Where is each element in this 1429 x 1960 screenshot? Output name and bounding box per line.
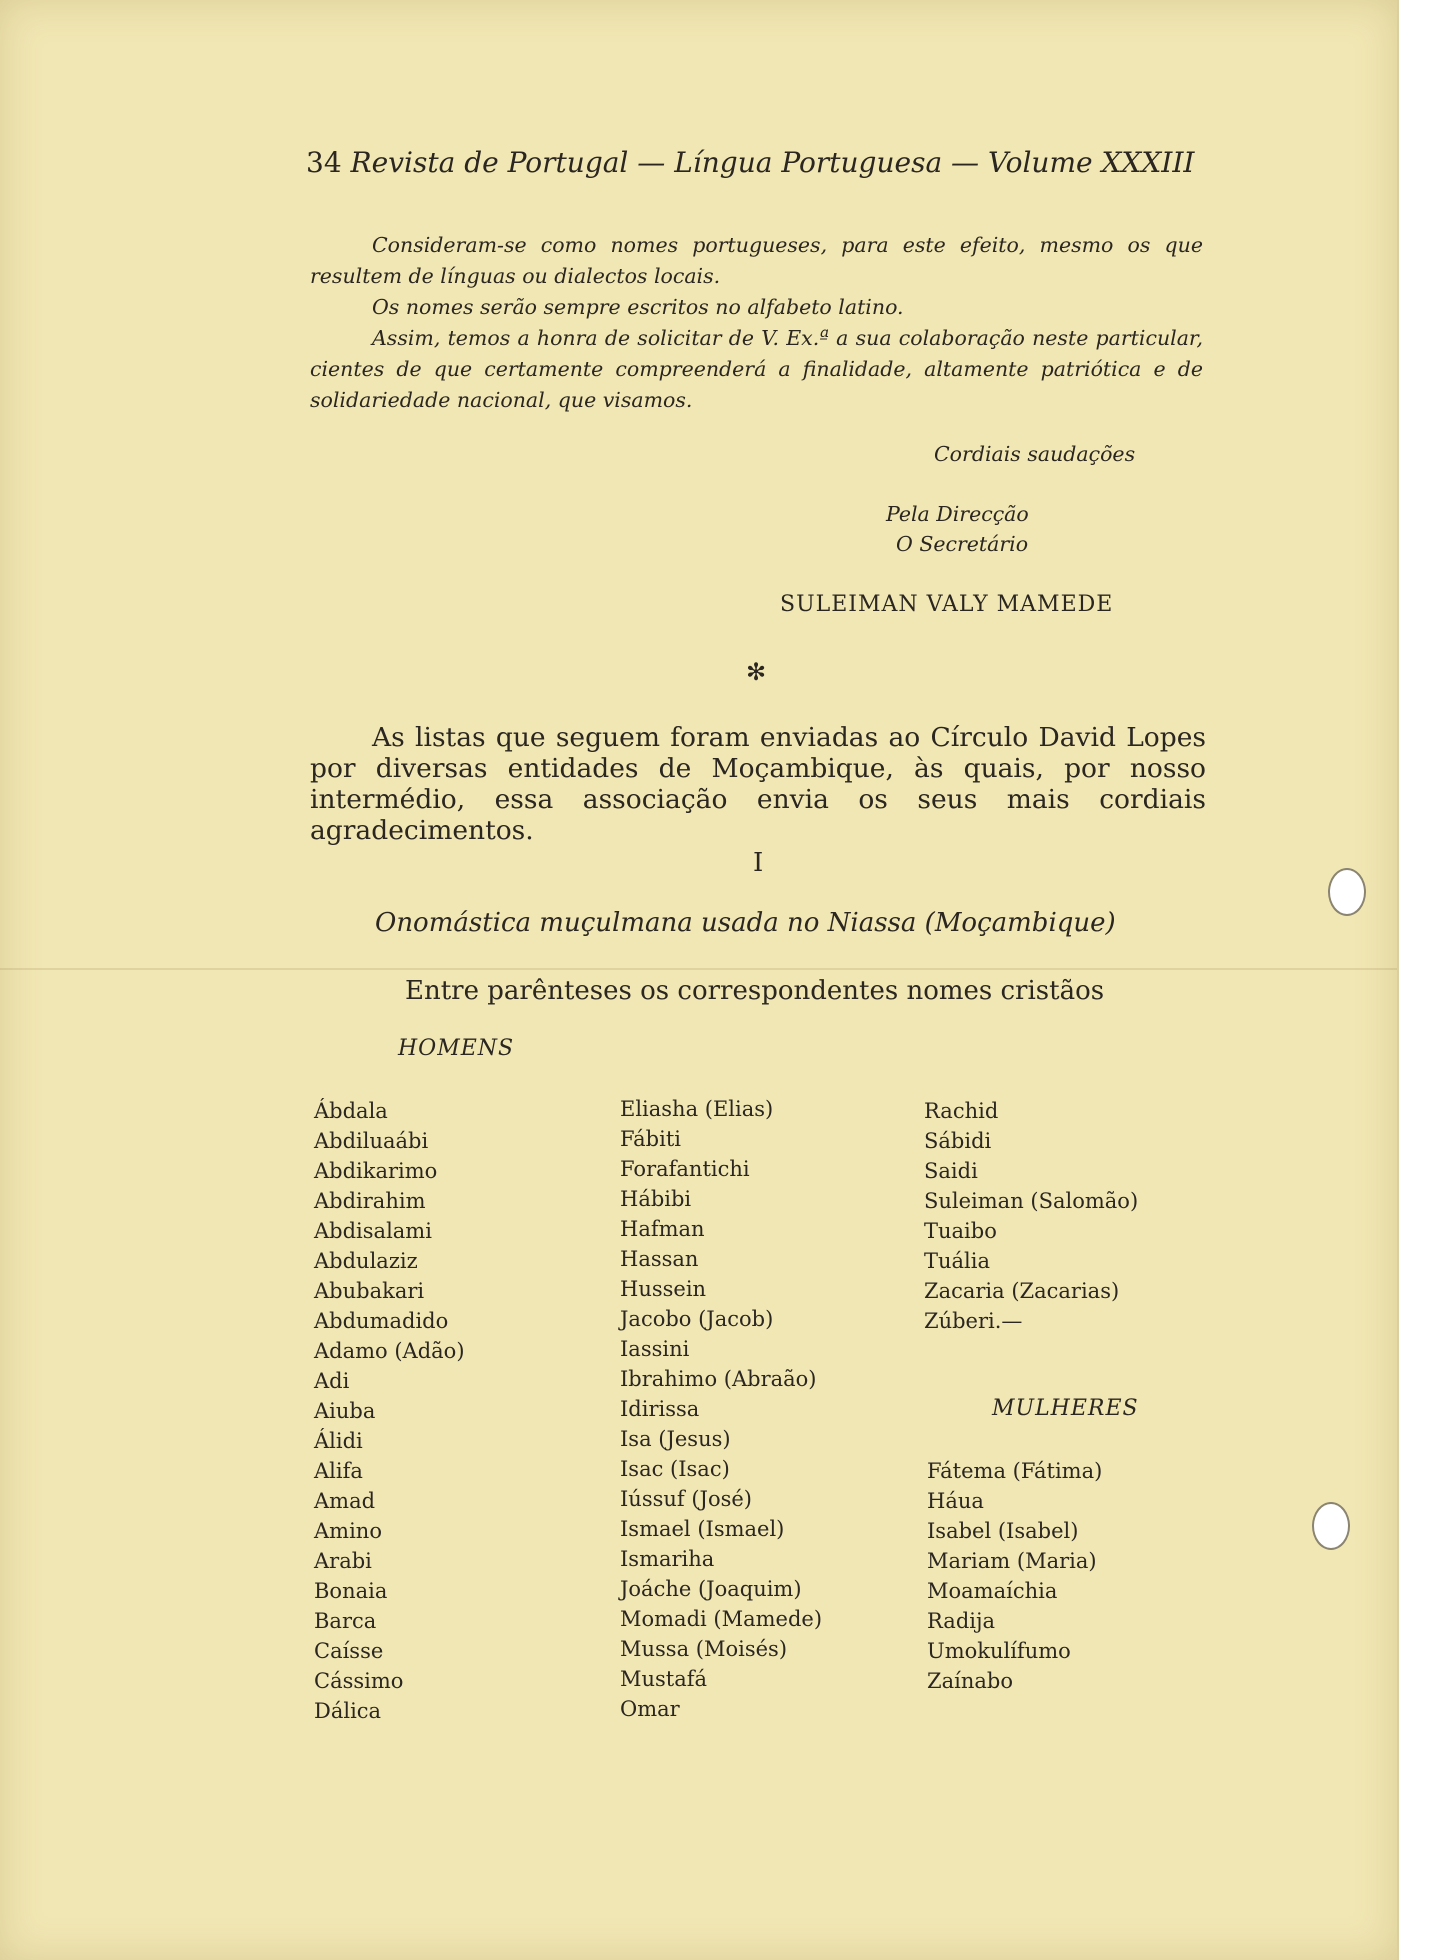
name-list-item: Rachid bbox=[924, 1099, 999, 1123]
name-list-item: Iússuf (José) bbox=[620, 1487, 752, 1511]
men-heading: HOMENS bbox=[398, 1036, 515, 1061]
name-list-item: Idirissa bbox=[620, 1397, 700, 1421]
men-names-column-2 bbox=[620, 1094, 822, 1724]
page-edge bbox=[1397, 0, 1429, 1960]
name-list-item: Tuaibo bbox=[924, 1219, 997, 1243]
name-list-item: Ibrahimo (Abraão) bbox=[620, 1367, 817, 1391]
name-list-item: Ábdala bbox=[314, 1099, 388, 1123]
name-list-item: Fátema (Fátima) bbox=[927, 1459, 1103, 1483]
name-list-item: Bonaia bbox=[314, 1579, 388, 1603]
section-separator: ✻ bbox=[746, 658, 767, 686]
name-list-item: Omar bbox=[620, 1697, 680, 1721]
name-list-item: Amad bbox=[314, 1489, 376, 1513]
signatory-role: O Secretário bbox=[896, 532, 1029, 556]
name-list-item: Adi bbox=[314, 1369, 350, 1393]
name-list-item: Abdiluaábi bbox=[314, 1129, 429, 1153]
name-list-item: Mussa (Moisés) bbox=[620, 1637, 788, 1661]
name-list-item: Suleiman (Salomão) bbox=[924, 1189, 1139, 1213]
name-list-item: Eliasha (Elias) bbox=[620, 1097, 774, 1121]
name-list-item: Amino bbox=[314, 1519, 382, 1543]
letter-paragraph-1: Consideram-se como nomes portugueses, para este efeito, mesmo os que resultem de línguas ou dialectos locais. bbox=[310, 233, 1203, 288]
name-list-item: Zaínabo bbox=[927, 1669, 1013, 1693]
name-list-item: Álidi bbox=[314, 1429, 363, 1453]
intro-paragraph: As listas que seguem foram enviadas ao Círculo David Lopes por diversas entidades de Moçambique, às quais, por nosso intermédio, essa associação envia os seus mais cordiais agradecimentos. bbox=[310, 722, 1206, 846]
punch-hole bbox=[1328, 868, 1366, 916]
name-list-item: Dálica bbox=[314, 1699, 382, 1723]
letter-paragraph-2: Os nomes serão sempre escritos no alfabeto latino. bbox=[372, 295, 904, 319]
women-heading: MULHERES bbox=[992, 1396, 1139, 1421]
name-list-item: Cássimo bbox=[314, 1669, 404, 1693]
section-title: Onomástica muçulmana usada no Niassa (Moçambique) bbox=[375, 908, 1116, 938]
name-list-item: Moamaíchia bbox=[927, 1579, 1058, 1603]
name-list-item: Alifa bbox=[314, 1459, 363, 1483]
name-list-item: Mustafá bbox=[620, 1667, 708, 1691]
women-names-column bbox=[927, 1456, 1102, 1696]
journal-title: Revista de Portugal — Língua Portuguesa — Volume XXXIII bbox=[350, 146, 1195, 179]
name-list-item: Aiuba bbox=[314, 1399, 376, 1423]
letter-paragraph-3: Assim, temos a honra de solicitar de V. Ex.ª a sua colaboração neste particular, cientes de que certamente compreenderá a finalidade, altamente patriótica e de solidariedade nacional, que visamos. bbox=[310, 326, 1203, 412]
name-list-item: Abubakari bbox=[314, 1279, 425, 1303]
name-list-item: Abdumadido bbox=[314, 1309, 449, 1333]
name-list-item: Forafantichi bbox=[620, 1157, 750, 1181]
running-header bbox=[306, 146, 1194, 179]
name-list-item: Abdikarimo bbox=[314, 1159, 438, 1183]
name-list-item: Zacaria (Zacarias) bbox=[924, 1279, 1120, 1303]
name-list-item: Iassini bbox=[620, 1337, 690, 1361]
section-number: I bbox=[753, 848, 764, 878]
name-list-item: Isabel (Isabel) bbox=[927, 1519, 1079, 1543]
name-list-item: Saidi bbox=[924, 1159, 978, 1183]
name-list-item: Fábiti bbox=[620, 1127, 681, 1151]
name-list-item: Hussein bbox=[620, 1277, 707, 1301]
name-list-item: Abdulaziz bbox=[314, 1249, 418, 1273]
name-list-item: Sábidi bbox=[924, 1129, 992, 1153]
name-list-item: Zúberi.— bbox=[924, 1309, 1023, 1333]
page-number: 34 bbox=[306, 146, 342, 179]
name-list-item: Háua bbox=[927, 1489, 984, 1513]
section-subtitle: Entre parênteses os correspondentes nomes cristãos bbox=[405, 976, 1105, 1006]
name-list-item: Radija bbox=[927, 1609, 996, 1633]
by-line: Pela Direcção bbox=[886, 502, 1029, 526]
name-list-item: Arabi bbox=[314, 1549, 372, 1573]
name-list-item: Caísse bbox=[314, 1639, 384, 1663]
name-list-item: Momadi (Mamede) bbox=[620, 1607, 823, 1631]
name-list-item: Tuália bbox=[924, 1249, 991, 1273]
fold-crease bbox=[0, 968, 1397, 970]
name-list-item: Ismariha bbox=[620, 1547, 715, 1571]
name-list-item: Umokulífumo bbox=[927, 1639, 1071, 1663]
name-list-item: Ismael (Ismael) bbox=[620, 1517, 785, 1541]
name-list-item: Hassan bbox=[620, 1247, 699, 1271]
name-list-item: Hábibi bbox=[620, 1187, 692, 1211]
name-list-item: Jacobo (Jacob) bbox=[620, 1307, 774, 1331]
name-list-item: Isac (Isac) bbox=[620, 1457, 730, 1481]
men-names-column-1 bbox=[314, 1096, 465, 1726]
punch-hole bbox=[1312, 1502, 1350, 1550]
name-list-item: Isa (Jesus) bbox=[620, 1427, 731, 1451]
name-list-item: Mariam (Maria) bbox=[927, 1549, 1097, 1573]
name-list-item: Abdisalami bbox=[314, 1219, 432, 1243]
name-list-item: Joáche (Joaquim) bbox=[620, 1577, 802, 1601]
closing-salutation: Cordiais saudações bbox=[934, 442, 1136, 466]
name-list-item: Hafman bbox=[620, 1217, 705, 1241]
men-names-column-3 bbox=[924, 1096, 1138, 1336]
name-list-item: Adamo (Adão) bbox=[314, 1339, 465, 1363]
name-list-item: Abdirahim bbox=[314, 1189, 426, 1213]
signature-name: SULEIMAN VALY MAMEDE bbox=[780, 592, 1114, 617]
name-list-item: Barca bbox=[314, 1609, 377, 1633]
